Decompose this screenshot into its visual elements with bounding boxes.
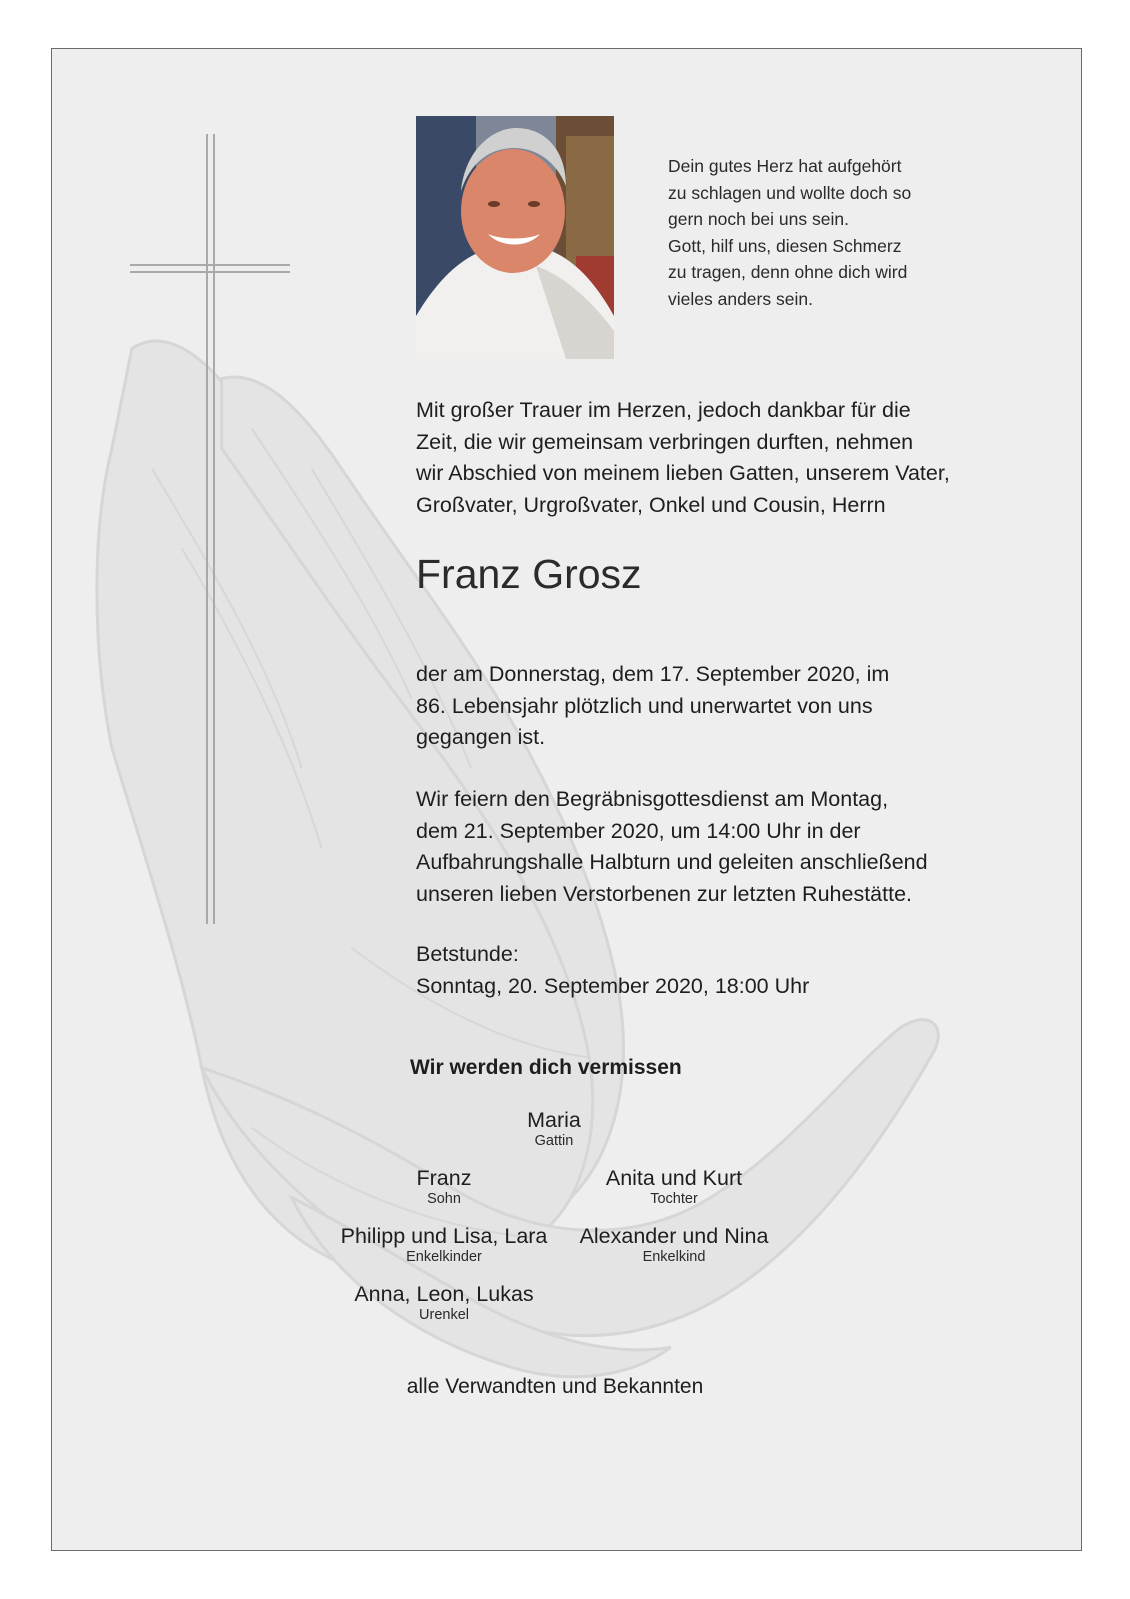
poem-line: Dein gutes Herz hat aufgehört xyxy=(668,156,902,176)
death-line: 86. Lebensjahr plötzlich und unerwartet von uns xyxy=(416,693,873,718)
mourner-name: Maria xyxy=(527,1108,581,1132)
funeral-line: dem 21. September 2020, um 14:00 Uhr in der xyxy=(416,818,861,843)
mourner-name: Franz xyxy=(416,1166,472,1190)
intro-line: Großvater, Urgroßvater, Onkel und Cousin, Herrn xyxy=(416,492,886,517)
death-line: der am Donnerstag, dem 17. September 2020, im xyxy=(416,662,890,686)
intro-line: wir Abschied von meinem lieben Gatten, unserem Vater, xyxy=(416,461,950,485)
funeral-line: Wir feiern den Begräbnisgottesdienst am Montag, xyxy=(416,787,889,811)
poem-line: zu tragen, denn ohne dich wird xyxy=(668,262,908,282)
poem-line: Gott, hilf uns, diesen Schmerz xyxy=(668,235,902,256)
prayer-label: Betstunde: xyxy=(416,942,519,966)
mourner-name: Alexander und Nina xyxy=(579,1224,769,1248)
mourner-relation: Sohn xyxy=(427,1191,461,1207)
poem-line: vieles anders sein. xyxy=(668,288,813,309)
mourner-name: Philipp und Lisa, Lara xyxy=(340,1224,548,1248)
funeral-paragraph xyxy=(416,784,928,910)
intro-line: Zeit, die wir gemeinsam verbringen durften, nehmen xyxy=(416,429,914,454)
prayer-datetime: Sonntag, 20. September 2020, 18:00 Uhr xyxy=(416,973,810,998)
poem-line: zu schlagen und wollte doch so xyxy=(668,182,912,203)
mourner-relation: Enkelkind xyxy=(642,1249,706,1265)
mourner-relation: Urenkel xyxy=(419,1307,469,1323)
mourner-relation: Enkelkinder xyxy=(406,1249,482,1265)
intro-paragraph xyxy=(416,395,1016,521)
relatives-line: alle Verwandten und Bekannten xyxy=(406,1375,704,1398)
intro-line: Mit großer Trauer im Herzen, jedoch dankbar für die xyxy=(416,398,911,422)
portrait-photo xyxy=(416,116,614,359)
mourner-relation: Gattin xyxy=(534,1133,574,1149)
mourner-entry xyxy=(304,1281,584,1324)
mourner-entry xyxy=(414,1107,694,1150)
obituary-card xyxy=(51,48,1082,1551)
funeral-line: unseren lieben Verstorbenen zur letzten Ruhestätte. xyxy=(416,881,913,906)
death-line: gegangen ist. xyxy=(416,725,546,749)
mourner-entry xyxy=(534,1165,814,1208)
death-notice xyxy=(416,659,889,754)
mourner-name: Anna, Leon, Lukas xyxy=(354,1282,534,1306)
mourner-relation: Tochter xyxy=(650,1191,698,1207)
deceased-name: Franz Grosz xyxy=(416,551,642,597)
funeral-line: Aufbahrungshalle Halbturn und geleiten anschließend xyxy=(416,850,928,874)
poem-line: gern noch bei uns sein. xyxy=(668,209,849,229)
mourner-name: Anita und Kurt xyxy=(605,1166,743,1190)
mourner-entry xyxy=(534,1223,814,1266)
missing-heading: Wir werden dich vermissen xyxy=(410,1056,682,1079)
prayer-hour xyxy=(416,939,809,1002)
poem-verse xyxy=(668,153,998,312)
